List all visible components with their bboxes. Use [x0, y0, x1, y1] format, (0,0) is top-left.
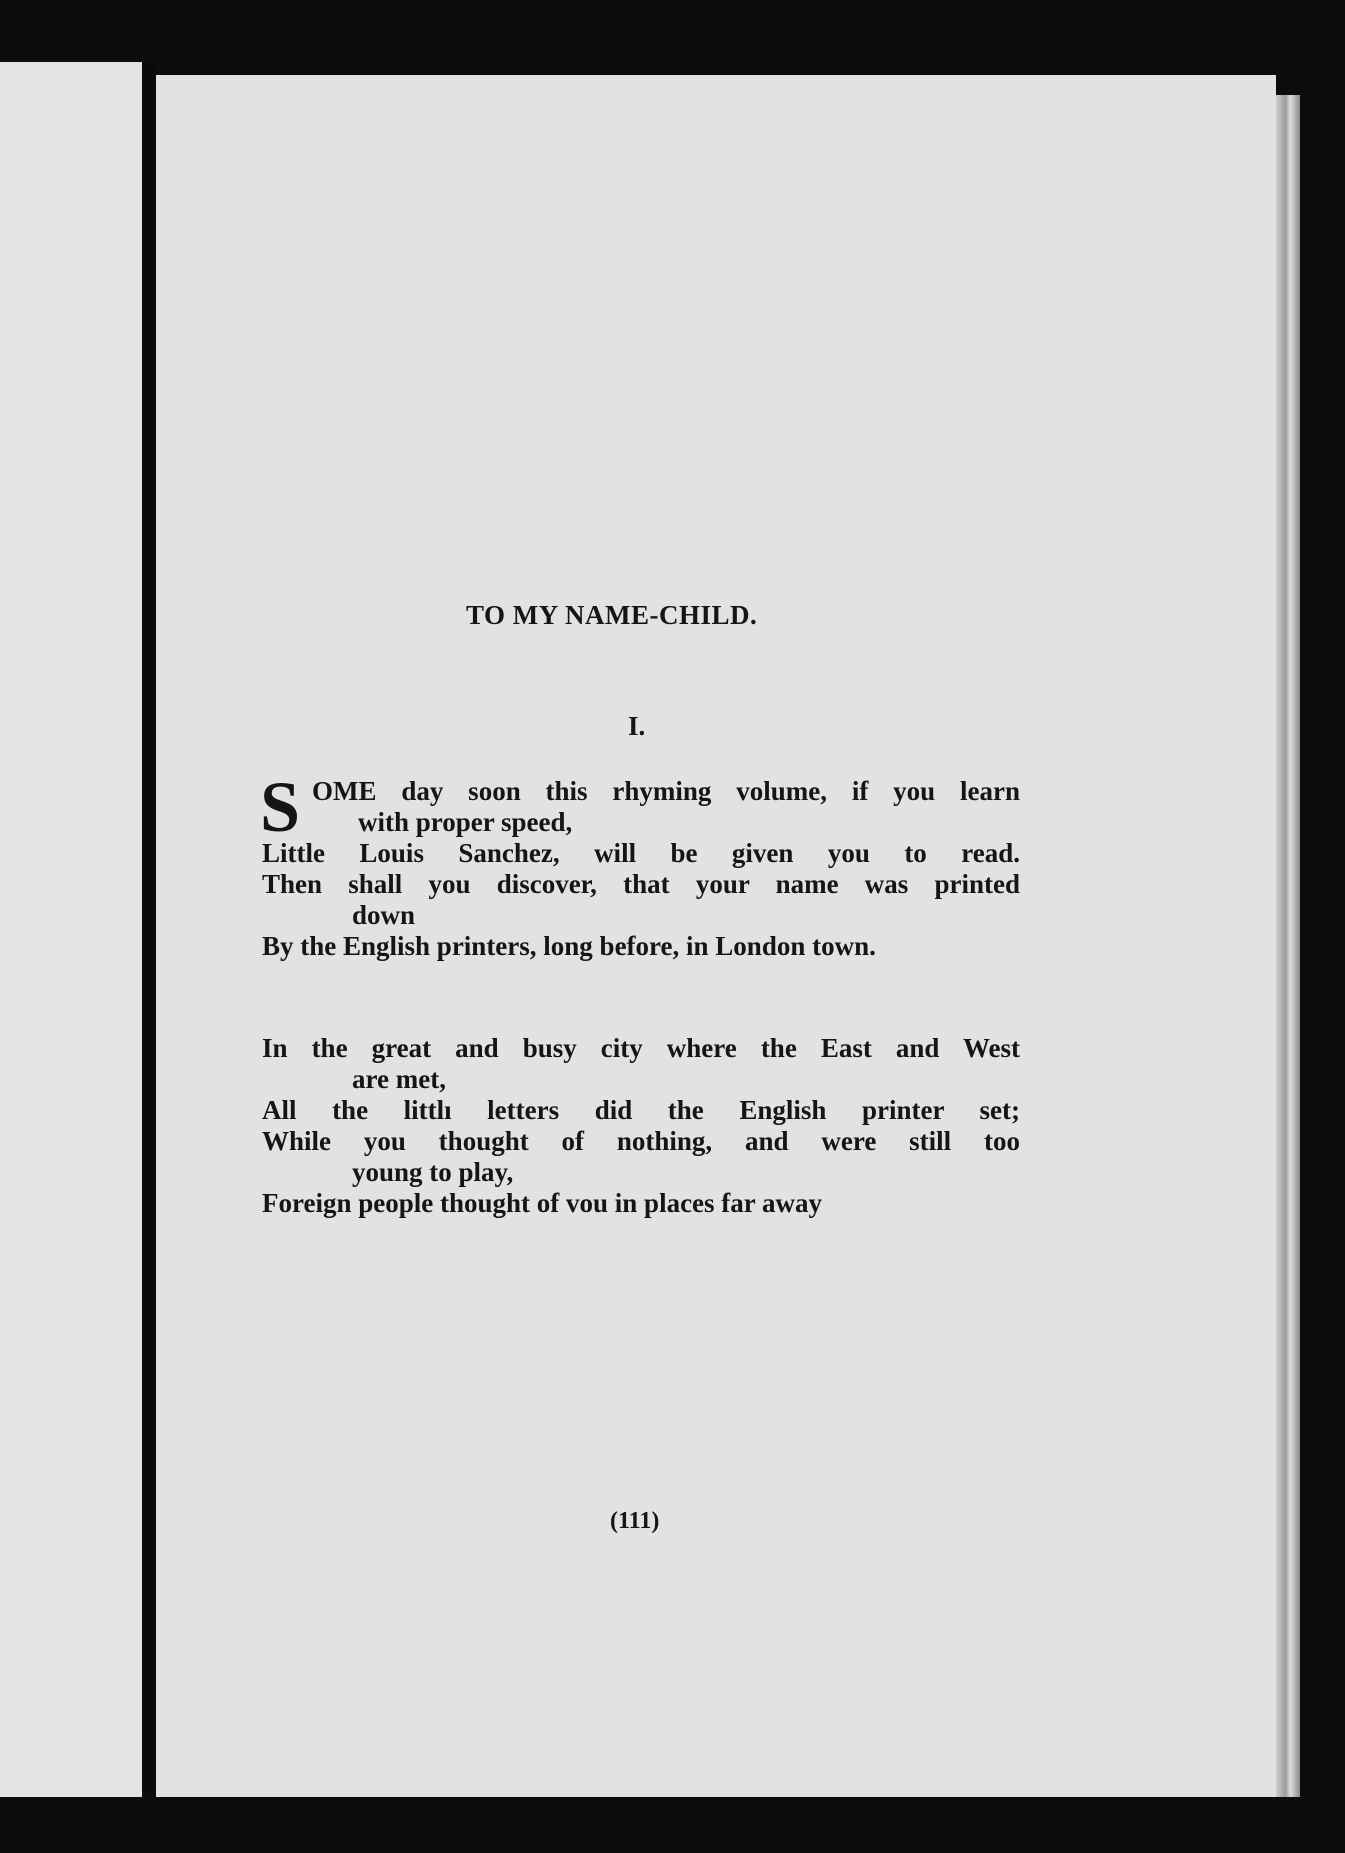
section-number: I.	[628, 711, 646, 741]
page-edges	[1276, 95, 1300, 1797]
verse-line-4: By the English printers, long before, in London town.	[262, 931, 876, 961]
book-gutter	[142, 62, 156, 1792]
page-number: (111)	[610, 1508, 660, 1534]
facing-page	[0, 62, 142, 1797]
verse-line-5: In the great and busy city where the East and West	[262, 1033, 1020, 1063]
verse-line-continuation: with proper speed,	[358, 807, 573, 837]
verse-line-continuation: down	[352, 900, 416, 930]
verse-line-continuation: young to play,	[352, 1157, 514, 1187]
stanza-2	[262, 1033, 1020, 1219]
verse-line-8: Foreign people thought of vou in places far away	[262, 1188, 823, 1218]
verse-line-7: While you thought of nothing, and were still too	[262, 1126, 1020, 1156]
verse-line-3: Then shall you discover, that your name was printed	[262, 869, 1020, 899]
verse-line-6: All the littlı letters did the English printer set;	[262, 1095, 1020, 1125]
stanza-1	[260, 767, 1020, 962]
verse-line-text: OME day soon this rhyming volume, if you learn	[312, 776, 1020, 806]
verse-line-continuation: are met,	[352, 1064, 446, 1094]
verse-line-1	[260, 767, 1020, 847]
verse-line-2: Little Louis Sanchez, will be given you to read.	[262, 838, 1020, 868]
drop-cap: S	[260, 767, 301, 847]
poem-title: TO MY NAME-CHILD.	[466, 600, 758, 630]
